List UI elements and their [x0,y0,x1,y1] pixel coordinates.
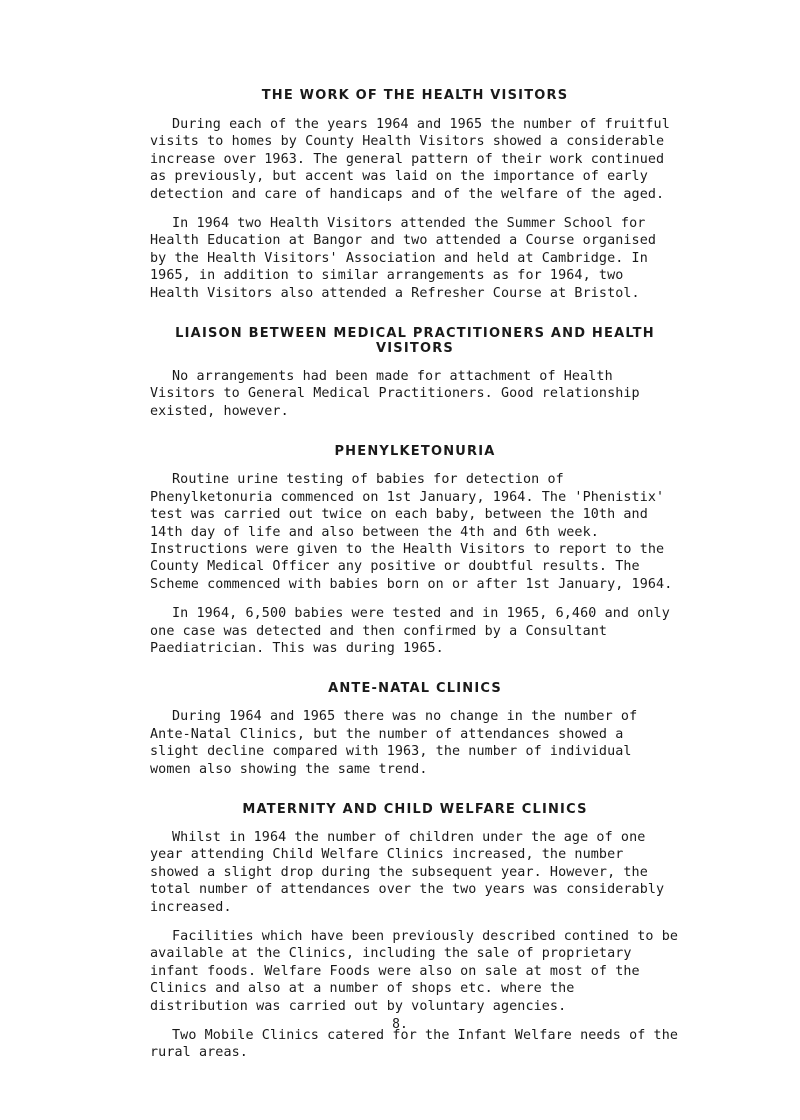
phenylketonuria-paragraph: Routine urine testing of babies for detection of Phenylketonuria commenced on 1st January, 1964. The 'Phenistix' test was carried out twice on each baby, between the 10th and 14th day of life and also between the 4th and 6th week. Instructions were given to the Health Visitors to report to the County Medical Officer any positive or doubtful results. The Scheme commenced with babies born on or after 1st January, 1964. [150,472,673,592]
maternity-paragraph: Facilities which have been previously described contined to be available at the Clinics, including the sale of proprietary infant foods. Welfare Foods were also on sale at most of the Clinics and also at a number of shops etc. where the distribution was carried out by voluntary agencies. [150,929,679,1014]
page-number: 8. [392,1017,408,1032]
page-content [150,88,680,1074]
liaison-paragraph: No arrangements had been made for attachment of Health Visitors to General Medical Practitioners. Good relationship existed, however. [150,369,640,419]
intro-paragraph: During each of the years 1964 and 1965 the number of fruitful visits to homes by County Health Visitors showed a considerable increase over 1963. The general pattern of their work continued as previously, but accent was laid on the importance of early detection and care of handicaps and of the welfare of the aged. [150,117,670,202]
intro-paragraph: In 1964 two Health Visitors attended the Summer School for Health Education at Bangor and two attended a Course organised by the Health Visitors' Association and held at Cambridge. In 1965, in addition to similar arrangements as for 1964, two Health Visitors also attended a Refresher Course at Bristol. [150,216,657,301]
maternity-paragraph: Two Mobile Clinics catered for the Infant Welfare needs of the rural areas. [150,1028,679,1061]
maternity-paragraph: Whilst in 1964 the number of children under the age of one year attending Child Welfare Clinics increased, the number showed a slight drop during the subsequent year. However, the total number of attendances over the two years was considerably increased. [150,829,665,915]
section-heading-maternity-child-welfare: MATERNITY AND CHILD WELFARE CLINICS [242,801,588,817]
section-heading-liaison: LIAISON BETWEEN MEDICAL PRACTITIONERS AND HEALTH VISITORS [175,326,655,357]
page-title: THE WORK OF THE HEALTH VISITORS [261,88,569,103]
section-heading-phenylketonuria: PHENYLKETONURIA [334,444,496,460]
section-heading-ante-natal: ANTE-NATAL CLINICS [328,681,502,697]
ante-natal-paragraph: During 1964 and 1965 there was no change in the number of Ante-Natal Clinics, but the number of attendances showed a slight decline compared with 1963, the number of individual women also showing the same trend. [150,709,638,777]
phenylketonuria-paragraph: In 1964, 6,500 babies were tested and in 1965, 6,460 and only one case was detected and then confirmed by a Consultant Paediatrician. This was during 1965. [150,606,670,656]
